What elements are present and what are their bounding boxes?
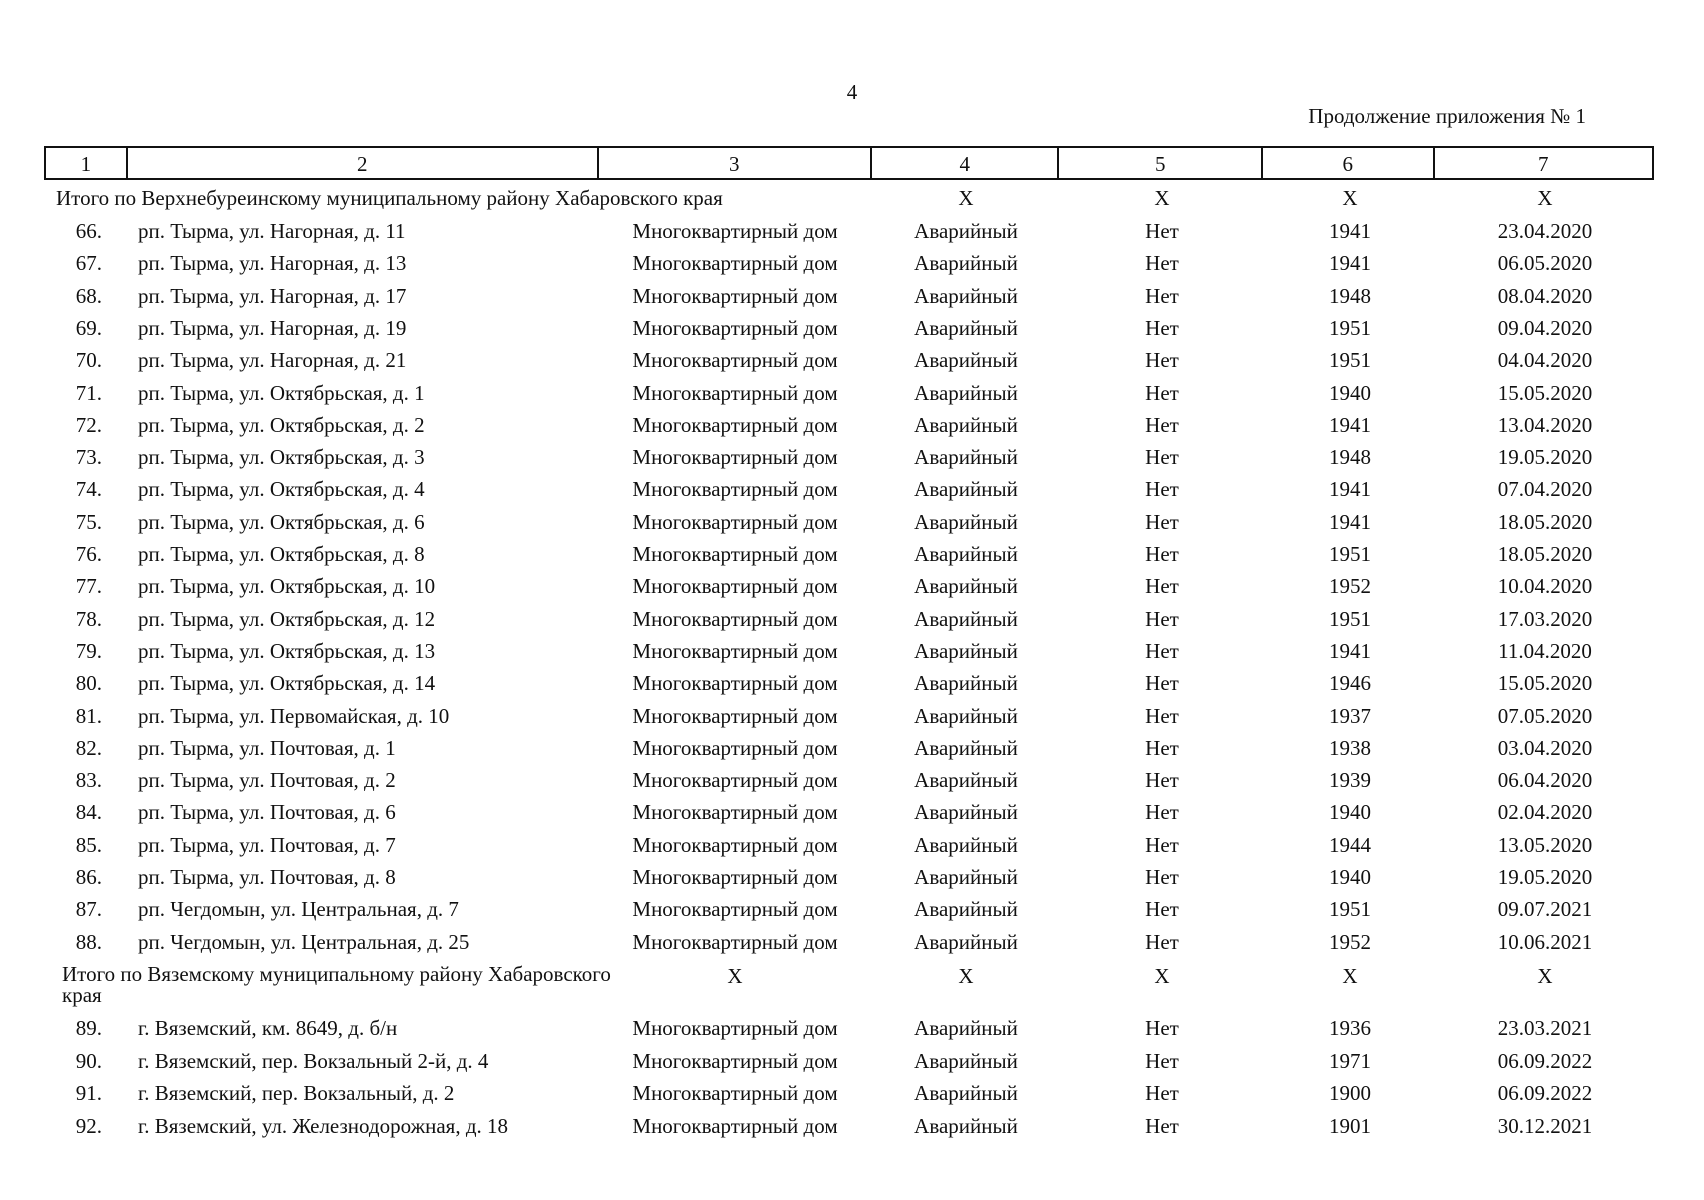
column-5-cell: Нет bbox=[1145, 606, 1179, 631]
year-cell: 1948 bbox=[1329, 445, 1371, 470]
column-header: 4 bbox=[872, 148, 1060, 178]
column-5-cell: Нет bbox=[1145, 219, 1179, 243]
year-cell: 1944 bbox=[1329, 832, 1371, 857]
condition-cell: Аварийный bbox=[914, 219, 1018, 243]
condition-cell: Аварийный bbox=[914, 929, 1018, 954]
total-cell: X bbox=[1342, 964, 1358, 988]
row-number: 85. bbox=[75, 832, 102, 857]
address-cell: рп. Тырма, ул. Октябрьская, д. 4 bbox=[138, 477, 425, 502]
column-5-cell: Нет bbox=[1145, 671, 1179, 696]
date-cell: 09.04.2020 bbox=[1497, 315, 1593, 340]
row-number: 81. bbox=[75, 703, 102, 728]
condition-cell: Аварийный bbox=[914, 735, 1018, 760]
year-cell: 1951 bbox=[1329, 542, 1371, 566]
condition-cell: Аварийный bbox=[914, 1016, 1018, 1040]
date-cell: 04.04.2020 bbox=[1497, 348, 1593, 373]
date-cell: 18.05.2020 bbox=[1497, 509, 1593, 534]
column-5-cell: Нет bbox=[1145, 445, 1179, 470]
condition-cell: Аварийный bbox=[914, 865, 1018, 889]
building-type-cell: Многоквартирный дом bbox=[632, 283, 838, 308]
row-number: 91. bbox=[75, 1081, 102, 1105]
column-header: 7 bbox=[1538, 152, 1549, 176]
building-type-cell: Многоквартирный дом bbox=[632, 1081, 838, 1105]
building-type-cell: Многоквартирный дом bbox=[632, 865, 838, 889]
address-cell: рп. Тырма, ул. Нагорная, д. 17 bbox=[138, 283, 407, 308]
column-5-cell: Нет bbox=[1145, 1113, 1179, 1138]
row-number: 72. bbox=[75, 412, 102, 437]
building-type-cell: Многоквартирный дом bbox=[632, 509, 838, 534]
year-cell: 1951 bbox=[1329, 606, 1371, 631]
building-type-cell: Многоквартирный дом bbox=[632, 1016, 838, 1040]
column-5-cell: Нет bbox=[1145, 315, 1179, 340]
building-type-cell: Многоквартирный дом bbox=[632, 477, 838, 502]
address-cell: рп. Тырма, ул. Октябрьская, д. 10 bbox=[138, 574, 436, 599]
address-cell: рп. Тырма, ул. Почтовая, д. 2 bbox=[138, 768, 396, 793]
building-type-cell: Многоквартирный дом bbox=[632, 1113, 838, 1138]
address-cell: рп. Тырма, ул. Октябрьская, д. 1 bbox=[138, 380, 425, 405]
year-cell: 1948 bbox=[1329, 283, 1371, 308]
row-number: 76. bbox=[75, 542, 102, 566]
year-cell: 1940 bbox=[1329, 865, 1371, 889]
address-cell: рп. Тырма, ул. Нагорная, д. 13 bbox=[138, 251, 407, 276]
address-cell: рп. Тырма, ул. Почтовая, д. 6 bbox=[138, 800, 396, 825]
row-number: 92. bbox=[75, 1113, 102, 1138]
date-cell: 07.04.2020 bbox=[1497, 477, 1593, 502]
year-cell: 1936 bbox=[1329, 1016, 1371, 1040]
building-type-cell: Многоквартирный дом bbox=[632, 1048, 838, 1073]
page-number: 4 bbox=[846, 80, 858, 104]
column-5-cell: Нет bbox=[1145, 897, 1179, 922]
condition-cell: Аварийный bbox=[914, 574, 1018, 599]
condition-cell: Аварийный bbox=[914, 445, 1018, 470]
address-cell: г. Вяземский, км. 8649, д. б/н bbox=[138, 1016, 398, 1040]
year-cell: 1971 bbox=[1329, 1048, 1371, 1073]
district-total-label: Итого по Верхнебуреинскому муниципальному району Хабаровского края bbox=[56, 186, 723, 210]
total-cell: X bbox=[1537, 186, 1553, 210]
year-cell: 1951 bbox=[1329, 315, 1371, 340]
row-number: 86. bbox=[75, 865, 102, 889]
building-type-cell: Многоквартирный дом bbox=[632, 897, 838, 922]
year-cell: 1941 bbox=[1329, 251, 1371, 276]
building-type-cell: Многоквартирный дом bbox=[632, 315, 838, 340]
address-cell: г. Вяземский, пер. Вокзальный 2-й, д. 4 bbox=[138, 1048, 489, 1073]
column-header: 3 bbox=[599, 148, 872, 178]
row-number: 87. bbox=[75, 897, 102, 922]
column-5-cell: Нет bbox=[1145, 251, 1179, 276]
column-header: 1 bbox=[46, 148, 128, 178]
column-5-cell: Нет bbox=[1145, 348, 1179, 373]
date-cell: 08.04.2020 bbox=[1497, 283, 1593, 308]
address-cell: г. Вяземский, ул. Железнодорожная, д. 18 bbox=[138, 1113, 509, 1138]
building-type-cell: Многоквартирный дом bbox=[632, 800, 838, 825]
address-cell: рп. Тырма, ул. Нагорная, д. 11 bbox=[138, 219, 406, 243]
address-cell: рп. Тырма, ул. Почтовая, д. 8 bbox=[138, 865, 396, 889]
date-cell: 13.04.2020 bbox=[1497, 412, 1593, 437]
column-5-cell: Нет bbox=[1145, 574, 1179, 599]
date-cell: 19.05.2020 bbox=[1497, 445, 1593, 470]
address-cell: рп. Тырма, ул. Октябрьская, д. 13 bbox=[138, 638, 436, 663]
address-cell: рп. Тырма, ул. Октябрьская, д. 14 bbox=[138, 671, 436, 696]
row-number: 66. bbox=[75, 219, 102, 243]
year-cell: 1941 bbox=[1329, 412, 1371, 437]
building-type-cell: Многоквартирный дом bbox=[632, 412, 838, 437]
column-5-cell: Нет bbox=[1145, 509, 1179, 534]
row-number: 73. bbox=[75, 445, 102, 470]
building-type-cell: Многоквартирный дом bbox=[632, 703, 838, 728]
row-number: 69. bbox=[75, 315, 102, 340]
row-number: 83. bbox=[75, 768, 102, 793]
address-cell: рп. Чегдомын, ул. Центральная, д. 7 bbox=[138, 897, 459, 922]
column-5-cell: Нет bbox=[1145, 735, 1179, 760]
address-cell: рп. Тырма, ул. Первомайская, д. 10 bbox=[138, 703, 450, 728]
row-number: 68. bbox=[75, 283, 102, 308]
condition-cell: Аварийный bbox=[914, 251, 1018, 276]
date-cell: 07.05.2020 bbox=[1497, 703, 1593, 728]
date-cell: 23.03.2021 bbox=[1497, 1016, 1593, 1040]
date-cell: 13.05.2020 bbox=[1497, 832, 1593, 857]
condition-cell: Аварийный bbox=[914, 380, 1018, 405]
column-5-cell: Нет bbox=[1145, 1048, 1179, 1073]
year-cell: 1946 bbox=[1329, 671, 1371, 696]
row-number: 78. bbox=[75, 606, 102, 631]
column-5-cell: Нет bbox=[1145, 638, 1179, 663]
building-type-cell: Многоквартирный дом bbox=[632, 348, 838, 373]
total-cell: X bbox=[958, 186, 974, 210]
condition-cell: Аварийный bbox=[914, 832, 1018, 857]
year-cell: 1941 bbox=[1329, 219, 1371, 243]
total-cell: X bbox=[1537, 964, 1553, 988]
address-cell: рп. Тырма, ул. Почтовая, д. 1 bbox=[138, 735, 396, 760]
date-cell: 06.09.2022 bbox=[1497, 1048, 1593, 1073]
column-header: 6 bbox=[1263, 148, 1435, 178]
date-cell: 15.05.2020 bbox=[1497, 380, 1593, 405]
address-cell: рп. Тырма, ул. Октябрьская, д. 2 bbox=[138, 412, 425, 437]
district-total-label: Итого по Вяземскому муниципальному району Хабаровского края bbox=[62, 962, 611, 1007]
date-cell: 15.05.2020 bbox=[1497, 671, 1593, 696]
date-cell: 06.04.2020 bbox=[1497, 768, 1593, 793]
year-cell: 1941 bbox=[1329, 509, 1371, 534]
column-5-cell: Нет bbox=[1145, 703, 1179, 728]
year-cell: 1941 bbox=[1329, 638, 1371, 663]
address-cell: рп. Тырма, ул. Октябрьская, д. 8 bbox=[138, 542, 425, 566]
address-cell: рп. Тырма, ул. Нагорная, д. 21 bbox=[138, 348, 407, 373]
condition-cell: Аварийный bbox=[914, 542, 1018, 566]
condition-cell: Аварийный bbox=[914, 477, 1018, 502]
building-type-cell: Многоквартирный дом bbox=[632, 445, 838, 470]
column-header: 2 bbox=[128, 148, 599, 178]
row-number: 67. bbox=[75, 251, 102, 276]
row-number: 74. bbox=[75, 477, 102, 502]
building-type-cell: Многоквартирный дом bbox=[632, 929, 838, 954]
building-type-cell: Многоквартирный дом bbox=[632, 380, 838, 405]
column-header: 5 bbox=[1059, 148, 1263, 178]
building-type-cell: Многоквартирный дом bbox=[632, 832, 838, 857]
row-number: 77. bbox=[75, 574, 102, 599]
year-cell: 1939 bbox=[1329, 768, 1371, 793]
building-type-cell: Многоквартирный дом bbox=[632, 671, 838, 696]
column-5-cell: Нет bbox=[1145, 1081, 1179, 1105]
condition-cell: Аварийный bbox=[914, 606, 1018, 631]
row-number: 82. bbox=[75, 735, 102, 760]
year-cell: 1951 bbox=[1329, 897, 1371, 922]
building-type-cell: Многоквартирный дом bbox=[632, 735, 838, 760]
condition-cell: Аварийный bbox=[914, 1113, 1018, 1138]
total-cell: X bbox=[958, 964, 974, 988]
year-cell: 1952 bbox=[1329, 929, 1371, 954]
address-cell: рп. Тырма, ул. Почтовая, д. 7 bbox=[138, 832, 396, 857]
date-cell: 11.04.2020 bbox=[1498, 638, 1592, 663]
date-cell: 19.05.2020 bbox=[1497, 865, 1593, 889]
date-cell: 06.09.2022 bbox=[1497, 1081, 1593, 1105]
column-5-cell: Нет bbox=[1145, 412, 1179, 437]
year-cell: 1940 bbox=[1329, 800, 1371, 825]
building-type-cell: Многоквартирный дом bbox=[632, 251, 838, 276]
date-cell: 10.06.2021 bbox=[1497, 929, 1593, 954]
condition-cell: Аварийный bbox=[914, 671, 1018, 696]
column-5-cell: Нет bbox=[1145, 283, 1179, 308]
row-number: 75. bbox=[75, 509, 102, 534]
condition-cell: Аварийный bbox=[914, 897, 1018, 922]
row-number: 71. bbox=[75, 380, 102, 405]
column-5-cell: Нет bbox=[1145, 542, 1179, 566]
condition-cell: Аварийный bbox=[914, 315, 1018, 340]
column-5-cell: Нет bbox=[1145, 929, 1179, 954]
row-number: 89. bbox=[75, 1016, 102, 1040]
address-cell: рп. Тырма, ул. Октябрьская, д. 3 bbox=[138, 445, 425, 470]
year-cell: 1900 bbox=[1329, 1081, 1371, 1105]
building-type-cell: Многоквартирный дом bbox=[632, 219, 838, 243]
row-number: 79. bbox=[75, 638, 102, 663]
date-cell: 30.12.2021 bbox=[1497, 1113, 1593, 1138]
date-cell: 03.04.2020 bbox=[1497, 735, 1593, 760]
year-cell: 1952 bbox=[1329, 574, 1371, 599]
year-cell: 1951 bbox=[1329, 348, 1371, 373]
condition-cell: Аварийный bbox=[914, 1081, 1018, 1105]
condition-cell: Аварийный bbox=[914, 348, 1018, 373]
column-5-cell: Нет bbox=[1145, 832, 1179, 857]
column-5-cell: Нет bbox=[1145, 768, 1179, 793]
condition-cell: Аварийный bbox=[914, 703, 1018, 728]
date-cell: 02.04.2020 bbox=[1497, 800, 1593, 825]
date-cell: 09.07.2021 bbox=[1497, 897, 1593, 922]
column-5-cell: Нет bbox=[1145, 865, 1179, 889]
condition-cell: Аварийный bbox=[914, 1048, 1018, 1073]
date-cell: 23.04.2020 bbox=[1497, 219, 1593, 243]
building-type-cell: Многоквартирный дом bbox=[632, 574, 838, 599]
building-type-cell: Многоквартирный дом bbox=[632, 606, 838, 631]
building-type-cell: Многоквартирный дом bbox=[632, 768, 838, 793]
date-cell: 10.04.2020 bbox=[1497, 574, 1593, 599]
appendix-note: Продолжение приложения № 1 bbox=[1308, 104, 1586, 128]
row-number: 70. bbox=[75, 348, 102, 373]
row-number: 84. bbox=[75, 800, 102, 825]
row-number: 80. bbox=[75, 671, 102, 696]
address-cell: рп. Чегдомын, ул. Центральная, д. 25 bbox=[138, 929, 470, 954]
condition-cell: Аварийный bbox=[914, 638, 1018, 663]
condition-cell: Аварийный bbox=[914, 412, 1018, 437]
condition-cell: Аварийный bbox=[914, 800, 1018, 825]
column-5-cell: Нет bbox=[1145, 477, 1179, 502]
building-type-cell: Многоквартирный дом bbox=[632, 638, 838, 663]
date-cell: 18.05.2020 bbox=[1497, 542, 1593, 566]
total-cell: X bbox=[1154, 964, 1170, 988]
address-cell: рп. Тырма, ул. Октябрьская, д. 12 bbox=[138, 606, 436, 631]
condition-cell: Аварийный bbox=[914, 283, 1018, 308]
row-number: 88. bbox=[75, 929, 102, 954]
date-cell: 06.05.2020 bbox=[1497, 251, 1593, 276]
column-5-cell: Нет bbox=[1145, 380, 1179, 405]
row-number: 90. bbox=[75, 1048, 102, 1073]
year-cell: 1938 bbox=[1329, 735, 1371, 760]
condition-cell: Аварийный bbox=[914, 509, 1018, 534]
total-cell: X bbox=[1342, 186, 1358, 210]
total-cell: X bbox=[727, 964, 743, 988]
column-5-cell: Нет bbox=[1145, 800, 1179, 825]
column-5-cell: Нет bbox=[1145, 1016, 1179, 1040]
year-cell: 1941 bbox=[1329, 477, 1371, 502]
date-cell: 17.03.2020 bbox=[1497, 606, 1593, 631]
building-type-cell: Многоквартирный дом bbox=[632, 542, 838, 566]
year-cell: 1901 bbox=[1329, 1113, 1371, 1138]
address-cell: рп. Тырма, ул. Октябрьская, д. 6 bbox=[138, 509, 425, 534]
address-cell: рп. Тырма, ул. Нагорная, д. 19 bbox=[138, 315, 407, 340]
year-cell: 1937 bbox=[1329, 703, 1371, 728]
condition-cell: Аварийный bbox=[914, 768, 1018, 793]
address-cell: г. Вяземский, пер. Вокзальный, д. 2 bbox=[138, 1081, 455, 1105]
year-cell: 1940 bbox=[1329, 380, 1371, 405]
total-cell: X bbox=[1154, 186, 1170, 210]
